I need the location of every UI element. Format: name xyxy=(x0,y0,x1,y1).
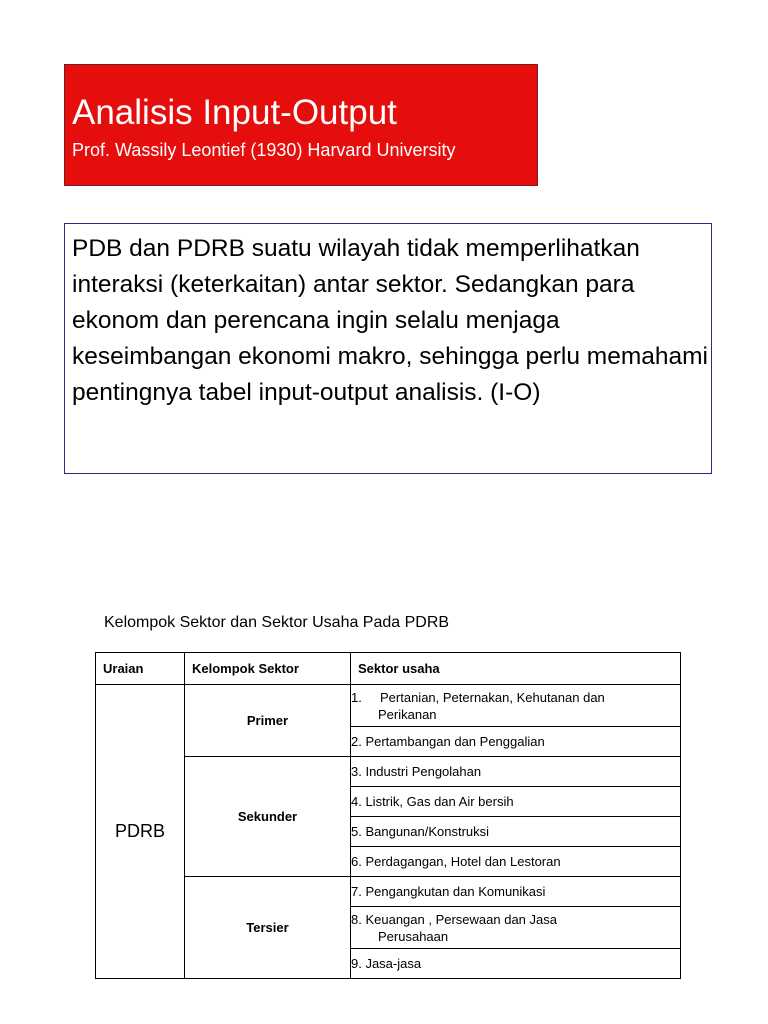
sector-item-4: 4. Listrik, Gas dan Air bersih xyxy=(351,787,681,817)
table-caption: Kelompok Sektor dan Sektor Usaha Pada PDRB xyxy=(104,614,450,631)
header-kelompok-sektor: Kelompok Sektor xyxy=(185,653,351,685)
sector-item-line: Perusahaan xyxy=(378,928,449,944)
sector-item-line: Perikanan xyxy=(378,706,437,722)
sector-table xyxy=(95,652,681,979)
sector-item-5: 5. Bangunan/Konstruksi xyxy=(351,817,681,847)
slide-title: Analisis Input-Output xyxy=(72,93,397,132)
sector-item-3: 3. Industri Pengolahan xyxy=(351,757,681,787)
sector-item-6: 6. Perdagangan, Hotel dan Lestoran xyxy=(351,847,681,877)
group-primer: Primer xyxy=(185,685,351,757)
sector-item-8 xyxy=(351,907,681,949)
table-header-row xyxy=(96,653,681,685)
body-text-box xyxy=(64,223,712,474)
sector-item-line: 8. Keuangan , Persewaan dan Jasa xyxy=(351,911,557,927)
header-uraian: Uraian xyxy=(96,653,185,685)
sector-item-1 xyxy=(351,685,681,727)
group-sekunder: Sekunder xyxy=(185,757,351,877)
title-banner xyxy=(64,64,538,186)
slide-subtitle: Prof. Wassily Leontief (1930) Harvard University xyxy=(72,140,456,160)
sector-item-2: 2. Pertambangan dan Penggalian xyxy=(351,727,681,757)
table-row xyxy=(96,685,681,727)
sector-item-7: 7. Pengangkutan dan Komunikasi xyxy=(351,877,681,907)
group-tersier: Tersier xyxy=(185,877,351,979)
sector-item-9: 9. Jasa-jasa xyxy=(351,949,681,979)
sector-item-number: 1. xyxy=(351,689,362,705)
uraian-cell: PDRB xyxy=(96,685,185,979)
body-paragraph: PDB dan PDRB suatu wilayah tidak memperlihatkan interaksi (keterkaitan) antar sektor. Sedangkan para ekonom dan perencana ingin selalu menjaga keseimbangan ekonomi makro, sehingga perlu memahami pentingnya tabel input-output analisis. (I-O) xyxy=(72,235,708,406)
sector-item-line: Pertanian, Peternakan, Kehutanan dan xyxy=(380,689,605,705)
header-sektor-usaha: Sektor usaha xyxy=(351,653,681,685)
